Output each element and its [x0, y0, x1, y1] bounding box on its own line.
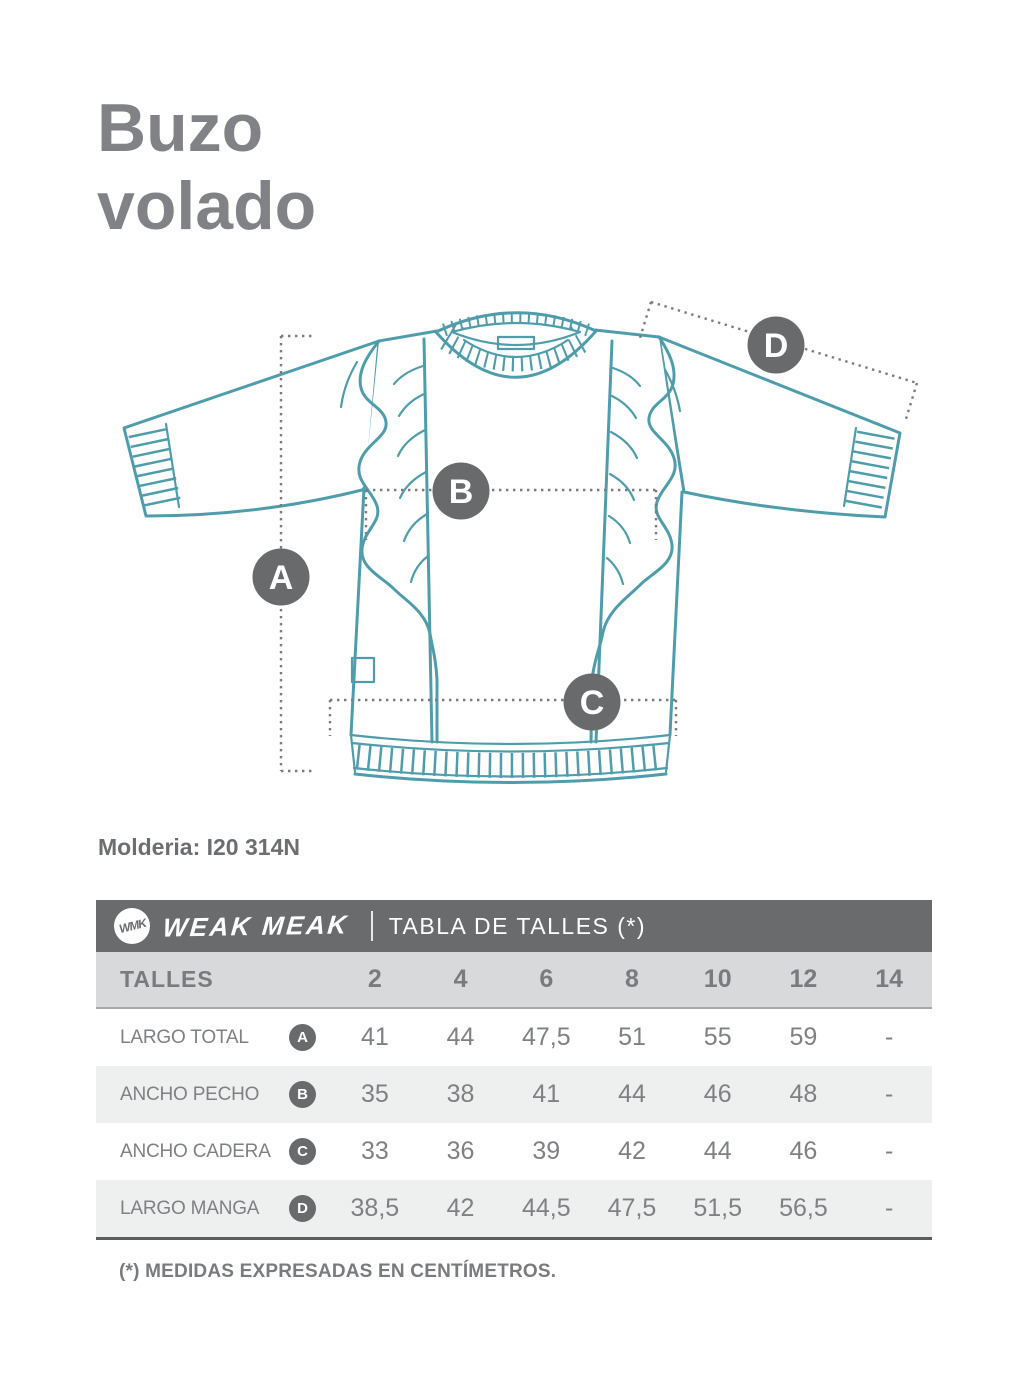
cell-value: 55 [703, 1023, 732, 1051]
table-row-largo-manga [96, 1180, 932, 1237]
row-marker-badge-c: C [289, 1138, 316, 1165]
table-row-ancho-pecho [96, 1066, 932, 1123]
marker-d-letter: D [763, 327, 789, 365]
cell-value: 47,5 [607, 1194, 657, 1222]
cell-value: 33 [360, 1137, 389, 1165]
row-label-cell [96, 1024, 332, 1051]
pattern-code-label: Molderia: I20 314N [98, 834, 300, 860]
cell-value: - [884, 1137, 894, 1165]
size-col-10: 10 [703, 965, 732, 993]
size-col-14: 14 [875, 965, 904, 993]
table-row-largo-total [96, 1009, 932, 1066]
page-title-line2: volado [97, 167, 317, 244]
cell-value: 44 [703, 1137, 732, 1165]
size-col-8: 8 [625, 965, 639, 993]
brand-name: WEAK MEAK [161, 908, 351, 943]
cell-value: 41 [532, 1080, 561, 1108]
row-label: LARGO MANGA [120, 1197, 260, 1219]
cell-value: 42 [446, 1194, 475, 1222]
size-col-4: 4 [453, 965, 468, 993]
size-col-6: 6 [539, 965, 554, 993]
row-label-cell [96, 1138, 332, 1165]
brand-logo-icon [114, 908, 150, 944]
cell-value: 47,5 [521, 1023, 571, 1051]
cell-value: - [884, 1023, 894, 1051]
table-row-ancho-cadera [96, 1123, 932, 1180]
cell-value: 44,5 [521, 1194, 571, 1222]
cell-value: - [884, 1080, 894, 1108]
cell-value: 41 [360, 1023, 389, 1051]
row-label-cell [96, 1081, 332, 1108]
hem-ribbing [351, 735, 670, 783]
cell-value: - [884, 1194, 894, 1222]
table-title: TABLA DE TALLES (*) [388, 912, 647, 939]
row-marker-badge-b: B [289, 1081, 316, 1108]
size-col-12: 12 [789, 965, 818, 993]
marker-c-letter: C [579, 684, 605, 722]
row-label: LARGO TOTAL [120, 1026, 249, 1048]
cell-value: 48 [789, 1080, 818, 1108]
cell-value: 35 [360, 1080, 389, 1108]
marker-a-letter: A [268, 559, 294, 597]
marker-b-letter: B [448, 473, 474, 511]
cell-value: 44 [446, 1023, 475, 1051]
cell-value: 46 [703, 1080, 732, 1108]
size-col-2: 2 [367, 965, 382, 993]
cell-value: 36 [446, 1137, 475, 1165]
garment-body [351, 330, 682, 735]
row-label-cell [96, 1195, 332, 1222]
row-marker-badge-a: A [289, 1024, 316, 1051]
cell-value: 51,5 [693, 1194, 743, 1222]
cell-value: 59 [789, 1023, 818, 1051]
sizes-header-label: TALLES [120, 966, 214, 992]
cell-value: 38,5 [350, 1194, 400, 1222]
row-marker-badge-d: D [289, 1195, 316, 1222]
page-title-line1: Buzo [97, 90, 264, 166]
table-header-bar [96, 900, 932, 952]
sizes-header-row [96, 952, 932, 1009]
cell-value: 44 [618, 1080, 646, 1108]
cell-value: 39 [532, 1137, 561, 1165]
cell-value: 46 [789, 1137, 818, 1165]
cell-value: 56,5 [779, 1194, 828, 1222]
cell-value: 51 [618, 1023, 646, 1051]
cell-value: 38 [446, 1080, 475, 1108]
units-footnote: (*) MEDIDAS EXPRESADAS EN CENTÍMETROS. [119, 1261, 557, 1282]
size-table [96, 900, 932, 1240]
row-label: ANCHO PECHO [120, 1083, 260, 1105]
brand-monogram: WMK [117, 915, 147, 937]
cell-value: 42 [618, 1137, 646, 1165]
header-divider [371, 911, 373, 941]
row-label: ANCHO CADERA [120, 1140, 271, 1162]
